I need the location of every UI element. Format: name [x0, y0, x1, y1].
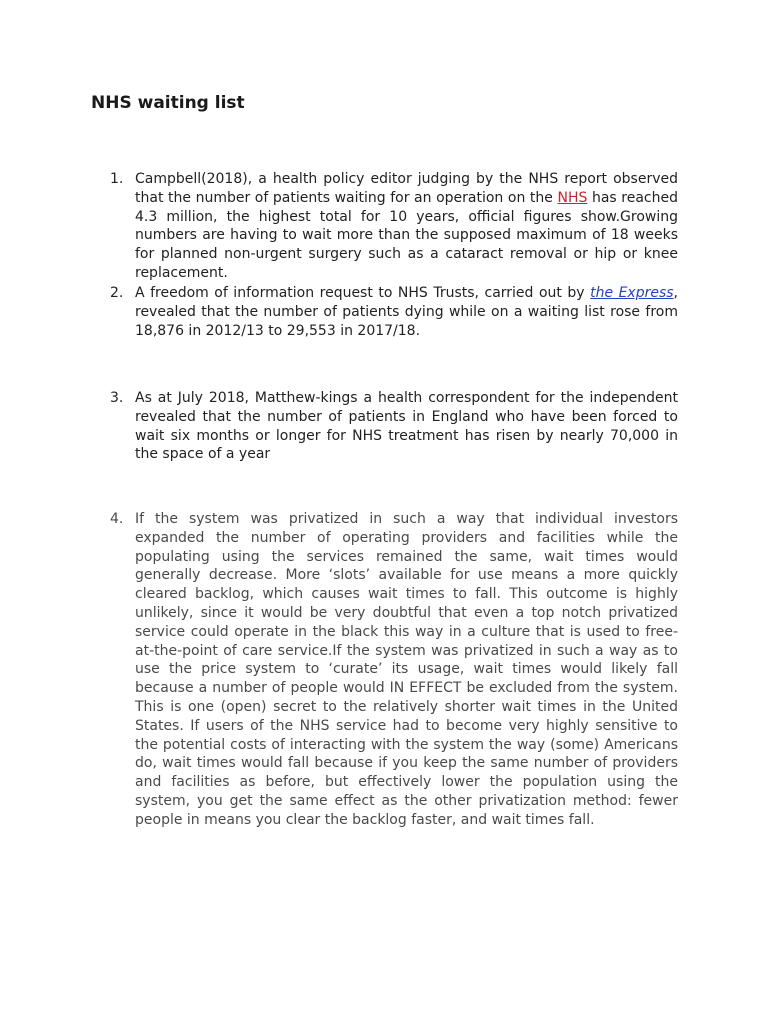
list-number: 4.: [110, 511, 124, 527]
item-text-before: Campbell(2018), a health policy editor judging by the NHS report observed that the number of patients waiting for an operation on the: [135, 171, 678, 206]
page-title: NHS waiting list: [91, 93, 245, 113]
list-number: 1.: [110, 171, 124, 187]
nhs-link[interactable]: NHS: [557, 189, 588, 206]
list-item-4: [110, 510, 678, 830]
item-text-before: A freedom of information request to NHS Trusts, carried out by: [135, 285, 591, 301]
item-text-after: has reached 4.3 million, the highest total for 10 years, official figures show.Growing numbers are having to wait more than the supposed maximum of 18 weeks for planned non-urgent surgery such as a cataract removal or hip or knee replacement.: [135, 189, 679, 281]
item-text-after: , revealed that the number of patients dying while on a waiting list rose from 18,876 in 2012/13 to 29,553 in 2017/18.: [135, 285, 678, 339]
the-express-link[interactable]: the Express: [590, 285, 674, 301]
item-text: If the system was privatized in such a way that individual investors expanded the number of operating providers and facilities while the populating using the services remained the same, wait times would generally decrease. More ‘slots’ available for use means a more quickly cleared backlog, which causes wait times to fall. This outcome is highly unlikely, since it would be very doubtful that even a top notch privatized service could operate in the black this way in a culture that is used to free-at-the-point of care service.If the system was privatized in such a way as to use the price system to ‘curate’ its usage, wait times would likely fall because a number of people would IN EFFECT be excluded from the system. This is one (open) secret to the relatively shorter wait times in the United States. If users of the NHS service had to become very highly sensitive to the potential costs of interacting with the system the way (some) Americans do, wait times would fall because if you keep the same number of providers and facilities as before, but effectively lower the population using the system, you get the same effect as the other privatization method: fewer people in means you clear the backlog faster, and wait times fall.: [135, 511, 678, 828]
item-text: As at July 2018, Matthew-kings a health correspondent for the independent revealed that the number of patients in England who have been forced to wait six months or longer for NHS treatment has risen by nearly 70,000 in the space of a year: [135, 390, 678, 463]
list-item-3: [110, 389, 678, 464]
list-item-2: [110, 284, 678, 340]
list-item-1: [110, 170, 679, 283]
list-number: 2.: [110, 285, 124, 301]
list-number: 3.: [110, 390, 124, 406]
